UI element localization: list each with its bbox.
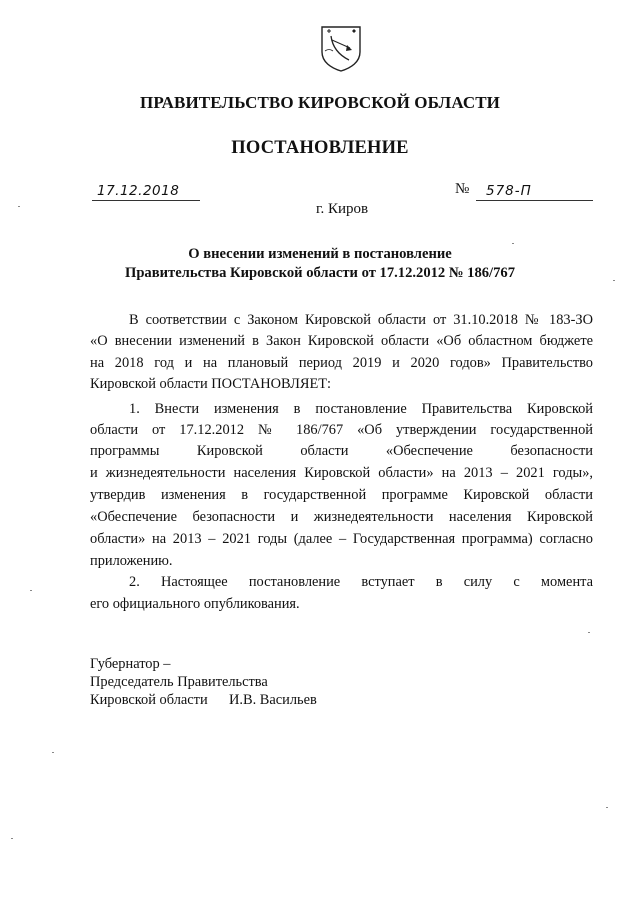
number-sign-label: № [455, 181, 470, 197]
scan-speck [11, 838, 13, 839]
document-number: 578-П [486, 183, 532, 199]
body-line: приложению. [90, 553, 173, 569]
signature-title-line-3: Кировской области [90, 692, 208, 708]
body-line: «О внесении изменений в Закон Кировской области «Об областном бюджете [90, 333, 593, 349]
subject-line-2: Правительства Кировской области от 17.12.2012 № 186/767 [124, 265, 516, 281]
body-line: 1. Внести изменения в постановление Правительства Кировской [129, 401, 593, 417]
body-line: и жизнедеятельности населения Кировской области» на 2013 – 2021 годы», [90, 465, 593, 481]
scan-speck [18, 206, 20, 207]
number-underline [476, 200, 593, 201]
signatory-name: И.В. Васильев [229, 692, 317, 708]
body-line: 2. Настоящее постановление вступает в силу с момента [129, 574, 593, 590]
body-line: на 2018 год и на плановый период 2019 и 2020 годов» Правительство [90, 355, 593, 371]
signature-title-line-2: Председатель Правительства [90, 674, 268, 690]
scan-speck [606, 807, 608, 808]
city-label: г. Киров [316, 201, 369, 217]
scan-speck [588, 632, 590, 633]
body-line: «Обеспечение безопасности и жизнедеятельности населения Кировской [90, 509, 593, 525]
document-type-heading: ПОСТАНОВЛЕНИЕ [231, 138, 409, 158]
body-line: Кировской области ПОСТАНОВЛЯЕТ: [90, 376, 332, 392]
date-underline [92, 200, 200, 201]
subject-line-1: О внесении изменений в постановление [188, 246, 452, 262]
body-line: программы Кировской области «Обеспечение безопасности [90, 443, 593, 459]
scan-speck [613, 280, 615, 281]
body-line: области» на 2013 – 2021 годы (далее – Государственная программа) согласно [90, 531, 593, 547]
body-line: утвердив изменения в государственной программе Кировской области [90, 487, 593, 503]
document-date: 17.12.2018 [97, 183, 180, 199]
government-name-heading: ПРАВИТЕЛЬСТВО КИРОВСКОЙ ОБЛАСТИ [140, 93, 500, 112]
scan-speck [52, 752, 54, 753]
scan-speck [512, 243, 514, 244]
body-line: области от 17.12.2012 № 186/767 «Об утверждении государственной [90, 422, 593, 438]
body-line: его официального опубликования. [90, 596, 300, 612]
body-line: В соответствии с Законом Кировской области от 31.10.2018 № 183-ЗО [129, 312, 593, 328]
kirov-coat-of-arms-emblem [319, 24, 363, 72]
signature-title-line-1: Губернатор – [90, 656, 171, 672]
scan-speck [30, 590, 32, 591]
